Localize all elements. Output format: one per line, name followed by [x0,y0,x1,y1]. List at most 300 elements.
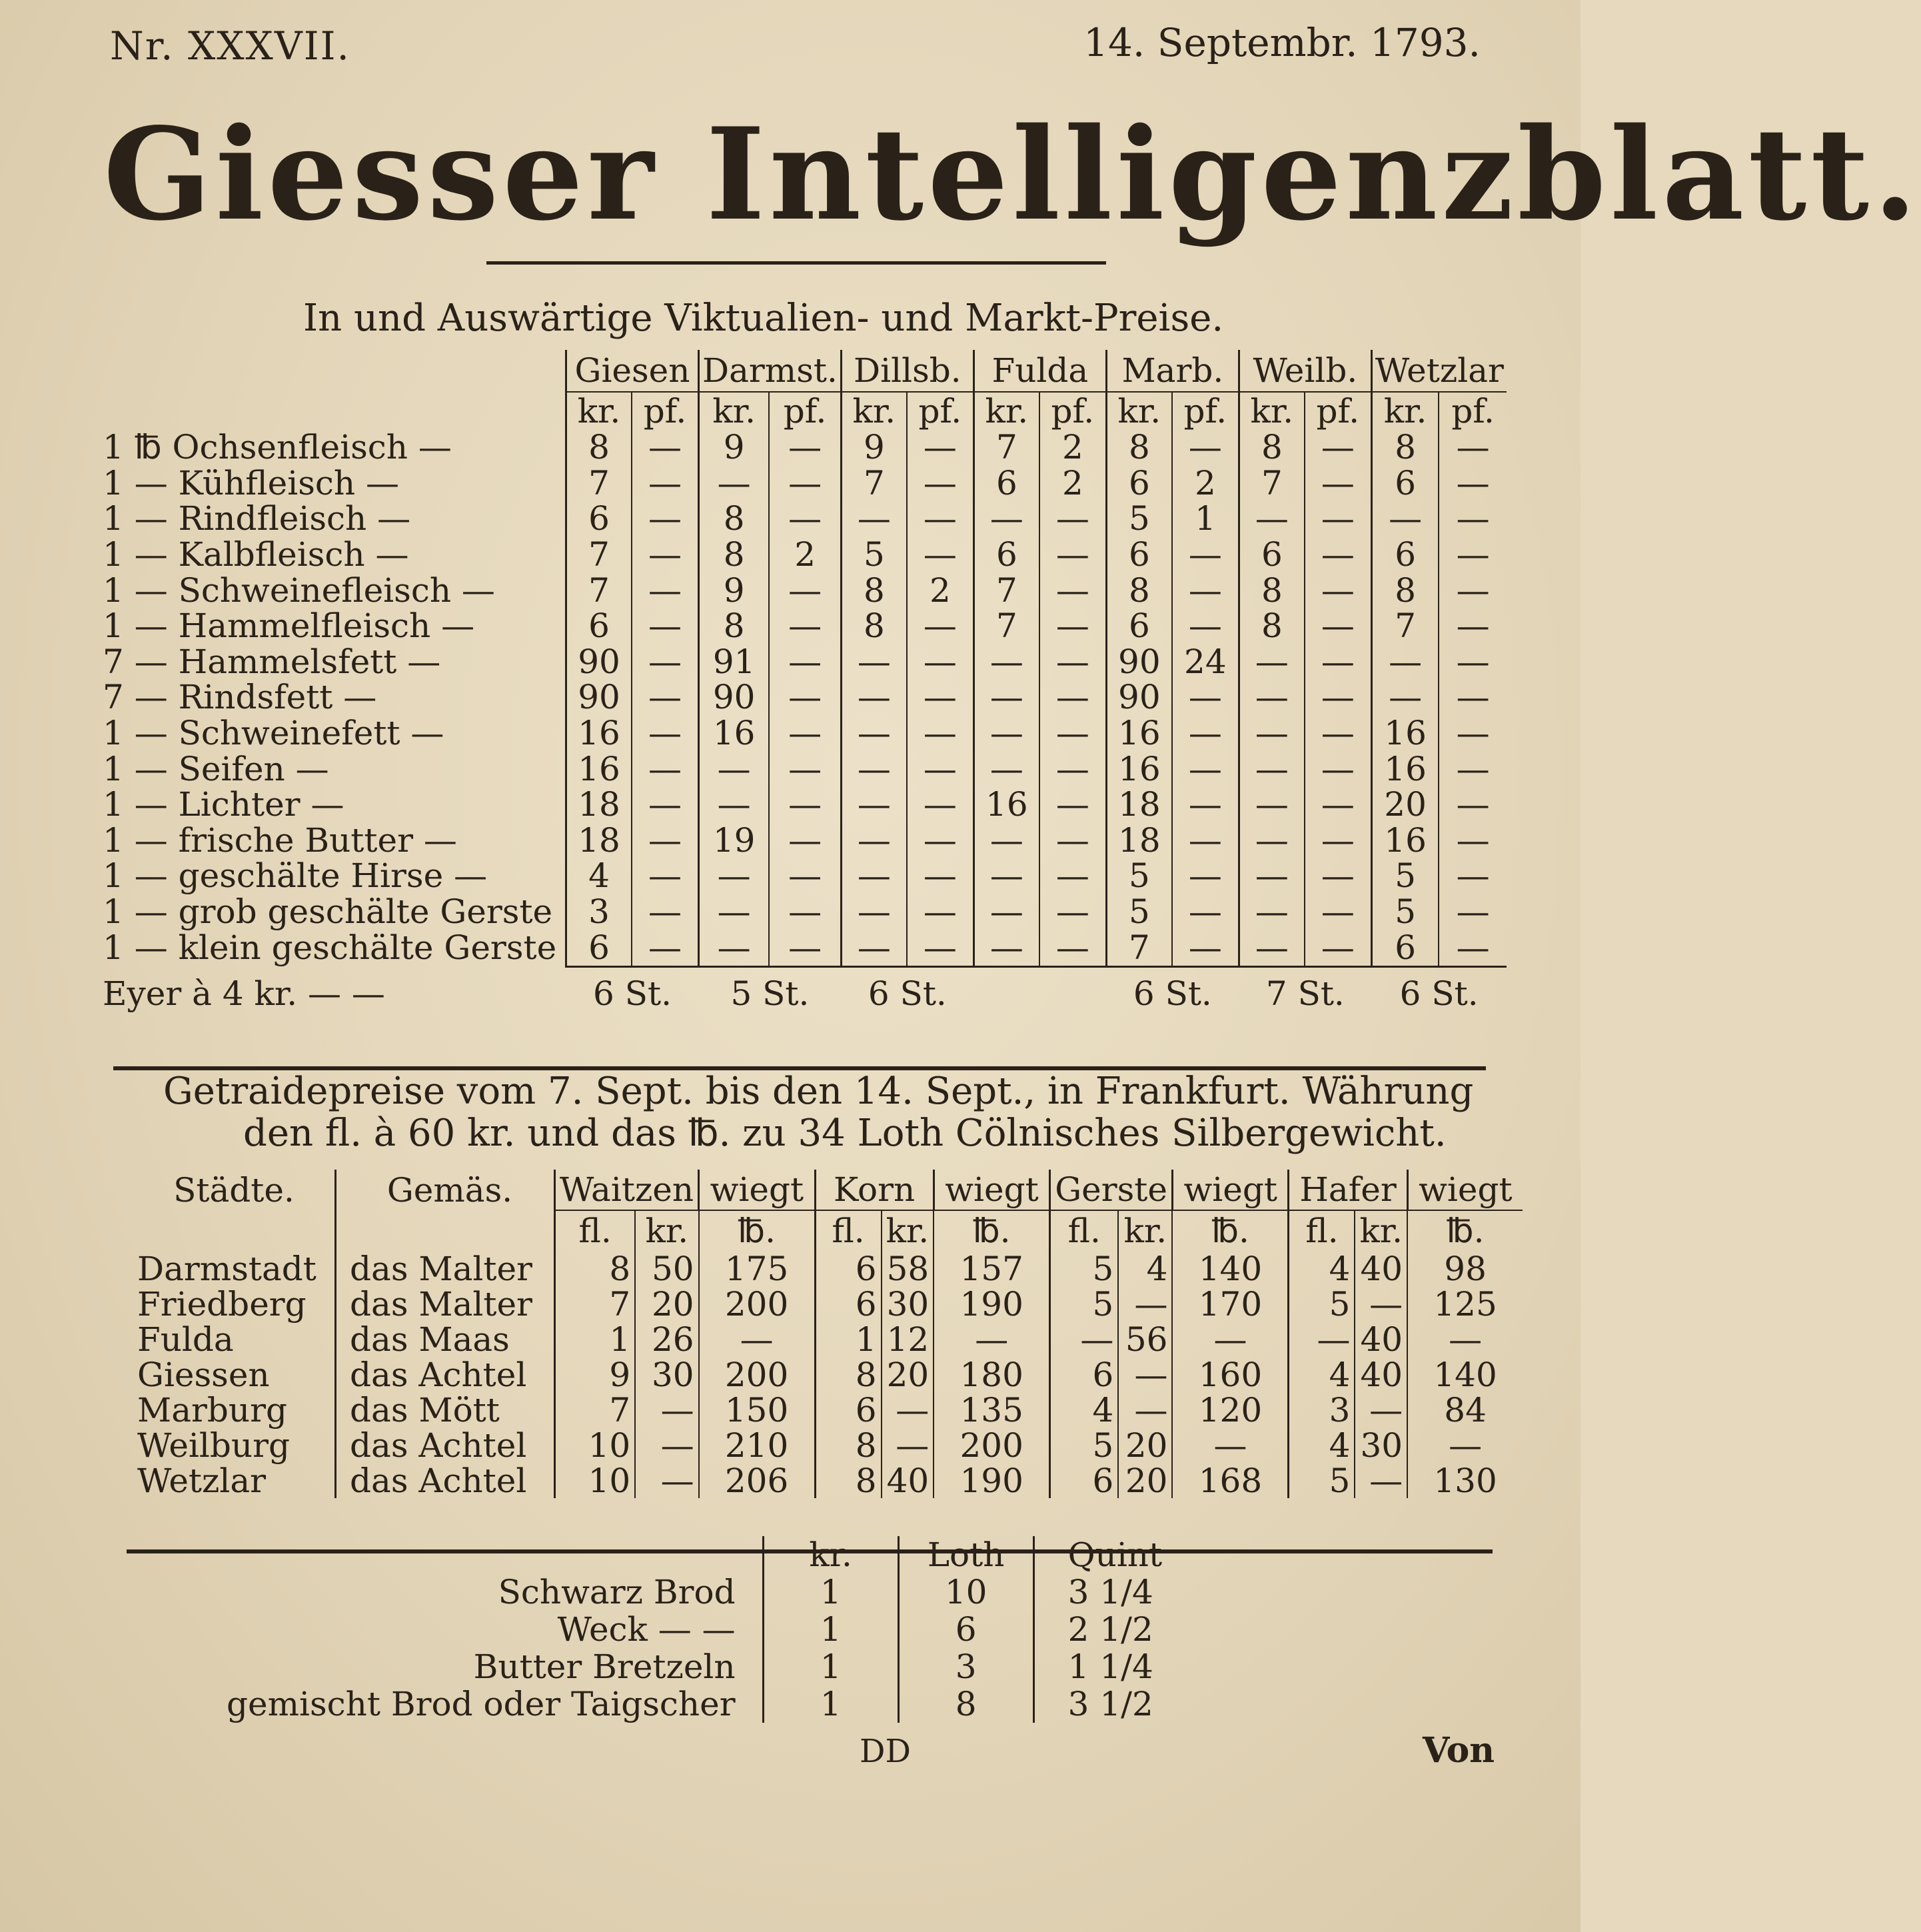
market-price-cell: 18 [566,823,632,859]
grain-city: Weilburg [137,1426,291,1465]
market-price-cell: — [769,787,841,823]
market-item-label: 1 — Hammelfleisch — [103,606,475,646]
bread-kr: 1 [763,1685,898,1723]
market-price-cell: 9 [699,572,770,608]
grain-price-cell: 210 [699,1428,816,1463]
grain-price-cell: 3 [1289,1392,1355,1428]
market-price-cell: 5 [1371,894,1439,930]
market-price-cell: 24 [1172,644,1239,680]
market-price-cell: — [632,823,699,859]
bread-header-blank [220,1536,763,1573]
market-price-cell: — [1305,430,1372,466]
market-price-cell: — [1439,751,1507,787]
market-price-cell: — [699,858,770,894]
grain-price-cell: 20 [1118,1428,1172,1463]
market-price-cell: — [1039,572,1107,608]
market-item-label: 7 — Rindsfett — [103,678,377,717]
grain-price-cell: — [699,1322,816,1357]
market-price-cell: — [769,680,841,716]
grain-weight-header: wiegt [699,1170,816,1210]
grain-price-cell: — [1118,1392,1172,1428]
unit-kr: kr. [882,1210,934,1251]
market-price-cell: 8 [1371,572,1439,608]
market-price-cell: 9 [841,430,907,466]
market-price-cell: — [1305,716,1372,752]
grain-price-cell: 26 [635,1322,698,1357]
market-eggs-row [100,966,1507,1021]
market-price-cell: — [1439,716,1507,752]
market-price-cell: — [1439,858,1507,894]
market-price-cell: — [1305,751,1372,787]
market-price-cell: — [1172,608,1239,644]
market-price-cell: — [1039,537,1107,573]
section2-title-line1: Getraidepreise vom 7. Sept. bis den 14. Sept., in Frankfurt. Währung [163,1070,1474,1113]
market-price-cell: 6 [1106,608,1172,644]
unit-lb: ℔. [699,1210,816,1251]
market-row [100,466,1507,502]
eggs-label: Eyer à 4 kr. — — [103,974,385,1013]
grain-price-cell: 8 [815,1357,882,1392]
market-price-cell: 2 [907,572,974,608]
grain-price-cell: — [635,1428,698,1463]
grain-price-cell: — [882,1428,934,1463]
market-price-cell: 8 [1106,430,1172,466]
market-price-cell: 8 [841,608,907,644]
grain-price-cell: 98 [1407,1251,1523,1286]
market-price-cell: — [1239,823,1305,859]
grain-price-cell: 5 [1050,1251,1119,1286]
grain-price-cell: 180 [934,1357,1050,1392]
market-price-cell: — [1305,501,1372,537]
grain-price-cell: 5 [1050,1286,1119,1322]
grain-price-cell: 50 [635,1251,698,1286]
grain-price-cell: — [1050,1322,1119,1357]
unit-kr: kr. [973,392,1039,430]
market-price-cell: — [1305,537,1372,573]
market-item-label: 1 — Lichter — [103,785,344,824]
grain-price-cell: 6 [1050,1463,1119,1498]
market-price-cell: 2 [1039,430,1107,466]
eggs-count: 5 St. [699,966,842,1021]
market-price-cell: 8 [1239,430,1305,466]
bread-item: Schwarz Brod [498,1573,736,1611]
market-price-cell: 8 [699,501,770,537]
unit-kr: kr. [699,392,770,430]
grain-price-cell: — [934,1322,1050,1357]
grain-row [133,1286,1523,1322]
grain-price-cell: 150 [699,1392,816,1428]
market-item-label: 1 ℔ Ochsenfleisch — [103,428,452,467]
unit-pf: pf. [769,392,841,430]
market-price-cell: 7 [841,466,907,502]
market-price-cell: — [907,430,974,466]
market-price-cell: 16 [566,751,632,787]
grain-header-row [133,1170,1523,1210]
market-price-cell: 6 [566,608,632,644]
bread-quint: 3 1/2 [1033,1685,1235,1723]
market-price-cell: — [1439,823,1507,859]
market-price-cell: — [841,751,907,787]
grain-price-cell: 12 [882,1322,934,1357]
grain-measure: das Achtel [336,1357,555,1392]
market-price-cell: — [841,716,907,752]
market-price-cell: — [907,537,974,573]
grain-measure: das Achtel [336,1428,555,1463]
market-price-cell: 7 [973,608,1039,644]
market-price-cell: 18 [1106,823,1172,859]
market-price-cell: 8 [1239,608,1305,644]
market-price-cell: — [1039,930,1107,966]
market-price-cell: — [632,894,699,930]
market-price-cell: — [1439,930,1507,966]
market-price-cell: 7 [973,430,1039,466]
market-price-cell: 5 [1371,858,1439,894]
grain-price-cell: 30 [882,1286,934,1322]
market-price-cell: 8 [1371,430,1439,466]
unit-kr: kr. [1118,1210,1172,1251]
market-price-cell: — [769,823,841,859]
market-price-cell: — [1305,680,1372,716]
market-price-cell: — [1439,501,1507,537]
market-price-cell: 2 [1172,466,1239,502]
grain-weight-header: wiegt [1172,1170,1289,1210]
market-price-cell: — [632,716,699,752]
market-unit-row [100,392,1507,430]
grain-price-cell: 5 [1050,1428,1119,1463]
bread-kr: 1 [763,1573,898,1611]
market-price-cell: — [907,894,974,930]
grain-price-cell: 160 [1172,1357,1289,1392]
market-price-cell: 90 [699,680,770,716]
market-price-cell: — [1039,787,1107,823]
grain-weight-header: wiegt [1407,1170,1523,1210]
grain-price-cell: — [635,1392,698,1428]
market-price-cell: — [1439,608,1507,644]
market-item-label: 1 — Schweinefett — [103,714,444,753]
market-price-cell: — [973,930,1039,966]
grain-price-cell: 40 [1355,1322,1407,1357]
unit-pf: pf. [1039,392,1107,430]
bread-row [220,1648,1235,1685]
market-price-cell: — [841,823,907,859]
market-price-cell: — [1239,644,1305,680]
grain-price-cell: — [1289,1322,1355,1357]
market-price-cell: — [1172,572,1239,608]
market-price-cell: — [973,823,1039,859]
market-price-cell: — [1239,716,1305,752]
market-price-cell: — [1305,787,1372,823]
grain-price-cell: 8 [815,1463,882,1498]
grain-price-cell: 6 [815,1392,882,1428]
market-price-cell: 16 [973,787,1039,823]
market-price-cell: 6 [1371,537,1439,573]
grain-group-header: Hafer [1289,1170,1407,1210]
unit-pf: pf. [907,392,974,430]
market-price-cell: — [769,716,841,752]
unit-fl: fl. [1289,1210,1355,1251]
market-row [100,894,1507,930]
market-price-cell: — [841,930,907,966]
market-price-cell: — [1371,680,1439,716]
market-price-cell: — [1305,858,1372,894]
grain-price-cell: 4 [1289,1357,1355,1392]
market-price-cell: — [1371,501,1439,537]
market-price-cell: 3 [566,894,632,930]
grain-price-cell: 190 [934,1463,1050,1498]
grain-price-cell: 40 [882,1463,934,1498]
market-price-cell: 16 [699,716,770,752]
grain-measure: das Maas [336,1322,555,1357]
grain-row [133,1428,1523,1463]
market-item-label: 7 — Hammelsfett — [103,642,441,681]
grain-group-header: Korn [815,1170,934,1210]
market-price-cell: 1 [1172,501,1239,537]
market-price-cell: — [1371,644,1439,680]
market-row [100,930,1507,966]
section2-title-line2: den fl. à 60 kr. und das ℔. zu 34 Loth Cölnisches Silbergewicht. [243,1112,1447,1155]
bread-loth: 10 [898,1573,1033,1611]
market-price-cell: 5 [1106,894,1172,930]
market-price-cell: 6 [1371,466,1439,502]
grain-price-cell: 200 [934,1428,1050,1463]
market-price-cell: 7 [566,572,632,608]
grain-weight-header: wiegt [934,1170,1050,1210]
grain-col-city: Städte. [173,1170,295,1210]
grain-row [133,1463,1523,1498]
grain-unit-row [133,1210,1523,1251]
market-price-cell: 7 [566,537,632,573]
market-row [100,572,1507,608]
market-price-cell: 18 [1106,787,1172,823]
unit-kr: kr. [1371,392,1439,430]
market-price-cell: — [769,644,841,680]
market-price-cell: — [769,751,841,787]
grain-price-cell: 175 [699,1251,816,1286]
market-price-cell: — [841,501,907,537]
grain-price-cell: — [1172,1322,1289,1357]
market-price-cell: 6 [566,501,632,537]
grain-col-measure: Gemäs. [336,1170,555,1210]
market-price-cell: — [769,430,841,466]
grain-price-table [133,1170,1523,1498]
market-price-cell: — [699,930,770,966]
market-price-cell: — [1172,894,1239,930]
bread-row [220,1685,1235,1723]
grain-price-cell: 135 [934,1392,1050,1428]
market-price-cell: 6 [1371,930,1439,966]
market-price-cell: — [632,466,699,502]
market-price-cell: 18 [566,787,632,823]
grain-city: Giessen [137,1355,270,1394]
bread-kr: 1 [763,1648,898,1685]
market-price-cell: 6 [1106,537,1172,573]
market-item-label: 1 — Seifen — [103,749,329,788]
market-price-cell: — [699,787,770,823]
market-row [100,680,1507,716]
market-price-cell: — [841,858,907,894]
grain-city: Marburg [137,1390,288,1430]
unit-pf: pf. [632,392,699,430]
grain-unit-blank [133,1210,336,1251]
market-price-cell: — [1039,894,1107,930]
market-item-label: 1 — klein geschälte Gerste [103,928,557,968]
market-price-cell: — [632,751,699,787]
market-city-header: Fulda [973,350,1106,392]
market-price-cell: — [632,537,699,573]
market-price-cell: — [1439,466,1507,502]
market-city-header: Darmst. [699,350,842,392]
market-price-cell: — [1439,537,1507,573]
grain-price-cell: 168 [1172,1463,1289,1498]
market-price-cell: 20 [1371,787,1439,823]
market-item-label: 1 — geschälte Hirse — [103,856,488,896]
market-price-cell: — [1439,894,1507,930]
grain-price-cell: — [1355,1392,1407,1428]
market-price-cell: 7 [566,466,632,502]
market-price-cell: — [1172,430,1239,466]
unit-kr: kr. [566,392,632,430]
bread-header-row [220,1536,1235,1573]
grain-price-cell: — [1407,1322,1523,1357]
market-price-cell: — [1439,644,1507,680]
market-price-cell: — [769,608,841,644]
grain-price-cell: 6 [1050,1357,1119,1392]
grain-measure: das Malter [336,1251,555,1286]
grain-group-header: Waitzen [555,1170,699,1210]
issue-number: Nr. XXXVII. [110,23,350,69]
market-item-label: 1 — Rindfleisch — [103,499,411,538]
grain-row [133,1322,1523,1357]
grain-price-cell: 5 [1289,1286,1355,1322]
market-price-cell: — [1172,823,1239,859]
market-price-cell: 7 [1371,608,1439,644]
market-price-cell: — [632,572,699,608]
market-price-cell: 2 [769,537,841,573]
market-price-cell: — [973,751,1039,787]
bread-col-loth: Loth [898,1536,1033,1573]
eggs-count: 6 St. [841,966,973,1021]
market-price-cell: 8 [841,572,907,608]
market-price-cell: — [769,894,841,930]
eggs-count: 6 St. [566,966,699,1021]
issue-date: 14. Septembr. 1793. [1083,20,1481,65]
grain-group-header: Gerste [1050,1170,1173,1210]
market-price-cell: — [907,751,974,787]
market-price-cell: 7 [1239,466,1305,502]
market-item-label: 1 — Kühfleisch — [103,463,399,502]
market-city-header: Marb. [1106,350,1239,392]
market-price-cell: — [907,608,974,644]
catchword: Von [1423,1730,1495,1771]
market-price-cell: — [1172,716,1239,752]
market-price-cell: 8 [1239,572,1305,608]
market-price-cell: 91 [699,644,770,680]
market-price-cell: 6 [973,537,1039,573]
grain-price-cell: 1 [815,1322,882,1357]
market-price-cell: 5 [1106,501,1172,537]
market-row [100,858,1507,894]
grain-price-cell: 140 [1172,1251,1289,1286]
market-price-cell: — [1439,680,1507,716]
market-price-cell: — [1239,930,1305,966]
market-price-cell: — [907,680,974,716]
grain-price-cell: — [1355,1463,1407,1498]
market-price-cell: — [632,644,699,680]
grain-price-cell: 125 [1407,1286,1523,1322]
market-price-cell: — [1305,644,1372,680]
grain-price-cell: 170 [1172,1286,1289,1322]
market-price-cell: — [1039,644,1107,680]
grain-price-cell: 4 [1289,1428,1355,1463]
bread-kr: 1 [763,1611,898,1648]
market-city-header: Giesen [566,350,699,392]
market-row [100,751,1507,787]
market-price-cell: 6 [566,930,632,966]
unit-lb: ℔. [1407,1210,1523,1251]
market-price-cell: — [1172,858,1239,894]
grain-price-cell: 200 [699,1286,816,1322]
grain-price-cell: 157 [934,1251,1050,1286]
grain-measure: das Achtel [336,1463,555,1498]
market-price-cell: — [1039,501,1107,537]
grain-price-cell: 56 [1118,1322,1172,1357]
grain-price-cell: 5 [1289,1463,1355,1498]
bread-col-kr: kr. [763,1536,898,1573]
market-price-cell: — [699,751,770,787]
market-price-cell: — [1439,430,1507,466]
market-price-cell: — [632,430,699,466]
market-row [100,537,1507,573]
market-price-cell: 19 [699,823,770,859]
market-city-header: Dillsb. [841,350,973,392]
market-price-cell: — [1305,930,1372,966]
market-price-cell: 6 [1106,466,1172,502]
eggs-count [973,966,1106,1021]
market-price-cell: — [907,823,974,859]
market-unit-blank [100,392,566,430]
unit-lb: ℔. [934,1210,1050,1251]
market-price-cell: — [907,716,974,752]
grain-price-cell: 84 [1407,1392,1523,1428]
market-price-cell: 6 [973,466,1039,502]
market-price-cell: 16 [566,716,632,752]
market-price-cell: — [907,501,974,537]
market-price-cell: — [1305,608,1372,644]
grain-price-cell: 40 [1355,1357,1407,1392]
market-item-label: 1 — frische Butter — [103,820,457,860]
market-price-cell: — [907,858,974,894]
market-price-cell: 16 [1371,823,1439,859]
market-price-cell: 9 [699,430,770,466]
market-row [100,501,1507,537]
grain-price-cell: 1 [555,1322,636,1357]
bread-loth: 6 [898,1611,1033,1648]
market-price-cell: 90 [566,644,632,680]
grain-price-cell: — [1172,1428,1289,1463]
bread-item: gemischt Brod oder Taigscher [227,1685,736,1723]
market-city-header: Wetzlar [1371,350,1507,392]
market-price-cell: — [841,680,907,716]
grain-price-cell: 206 [699,1463,816,1498]
grain-price-cell: 200 [699,1357,816,1392]
bread-item: Butter Bretzeln [473,1647,736,1686]
market-price-cell: — [1239,787,1305,823]
unit-kr: kr. [1106,392,1172,430]
market-price-cell: 8 [566,430,632,466]
market-price-cell: — [907,930,974,966]
market-price-cell: — [973,680,1039,716]
market-price-cell: — [769,858,841,894]
